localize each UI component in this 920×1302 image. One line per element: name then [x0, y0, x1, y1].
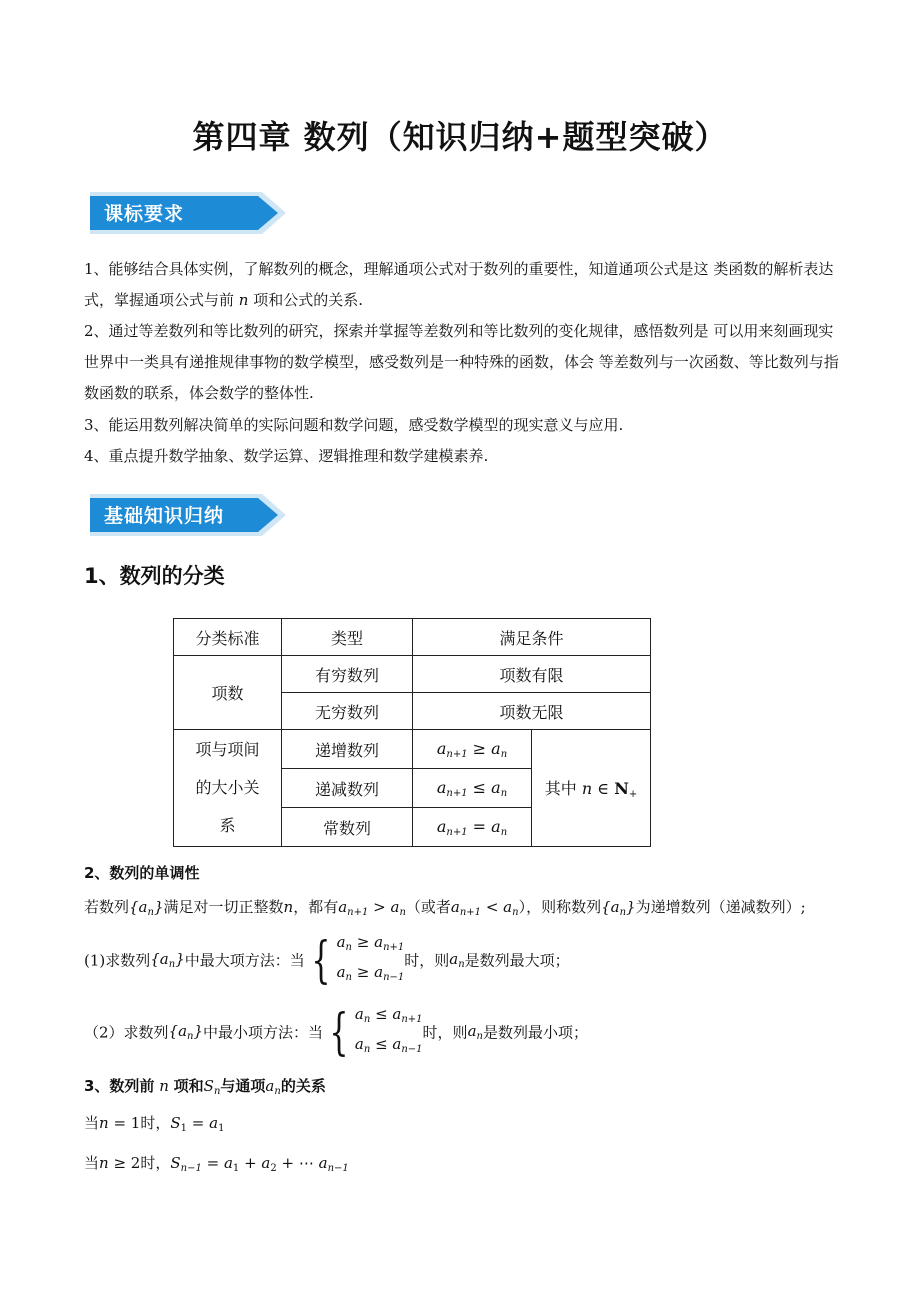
table-header: 类型: [282, 619, 413, 656]
table-row: [174, 730, 651, 769]
max-term-method: (1)求数列$\{a_n\}$中最大项方法：当 { $a_n \ge a_{n+1}$ $a_n \ge a_{n-1}$ 时，则$a_n$是数列最大项；: [84, 931, 570, 989]
table-header-row: [174, 619, 651, 656]
requirement-1: 1、能够结合具体实例，了解数列的概念，理解通项公式对于数列的重要性，知道通项公式是这 类函数的解析表达式，掌握通项公式与前 n 项和公式的关系.: [84, 260, 834, 309]
min-term-method: （2）求数列$\{a_n\}$中最小项方法：当 { $a_n \le a_{n+1}$ $a_n \le a_{n-1}$ 时，则$a_n$是数列最小项；: [84, 1003, 588, 1061]
table-cell-group: 项与项间 的大小关 系: [174, 730, 282, 847]
requirement-3: 3、能运用数列解决简单的实际问题和数学问题，感受数学模型的现实意义与应用.: [84, 416, 624, 434]
table-header: 满足条件: [413, 619, 651, 656]
section-banner-basics: [90, 492, 290, 538]
section-heading-monotonicity: 2、数列的单调性: [84, 864, 200, 882]
table-cell: 项数无限: [413, 693, 651, 730]
relation-case-1: 当n = 1时，$S_1 = a_1$: [84, 1114, 225, 1134]
monotonicity-definition: 若数列$\{a_n\}$满足对一切正整数n，都有$a_{n+1} > a_n$（或者$a_{n+1} < a_n$），则称数列$\{a_n\}$为递增数列（递减数列）;: [84, 898, 806, 918]
banner-label: 课标要求: [104, 203, 185, 225]
section-banner-curriculum: [90, 190, 290, 236]
formula-increasing: $a_{n+1} \ge a_n$: [413, 730, 532, 769]
table-row: [174, 656, 651, 693]
formula-decreasing: $a_{n+1} \le a_n$: [413, 769, 532, 808]
section-heading-sum-relation: 3、数列前 n 项和$S_n$与通项$a_n$的关系: [84, 1077, 326, 1097]
table-cell: 递增数列: [282, 730, 413, 769]
section-heading-classification: 1、数列的分类: [84, 564, 225, 588]
left-brace: {: [329, 1003, 349, 1061]
table-cell: 常数列: [282, 808, 413, 847]
banner-label: 基础知识归纳: [104, 505, 225, 527]
table-cell: 项数有限: [413, 656, 651, 693]
table-cell-group: 项数: [174, 656, 282, 730]
relation-case-2: 当n ≥ 2时，$S_{n-1} = a_1 + a_2$ + ⋯ $a_{n-1}$: [84, 1154, 349, 1174]
formula-constant: $a_{n+1} = a_n$: [413, 808, 532, 847]
requirement-2: 2、通过等差数列和等比数列的研究，探索并掌握等差数列和等比数列的变化规律，感悟数列是 可以用来刻画现实世界中一类具有递推规律事物的数学模型，感受数列是一种特殊的函数，体会 等差数列与一次函数、等比数列与指数函数的联系，体会数学的整体性.: [84, 322, 839, 402]
page-title: 第四章 数列（知识归纳+题型突破）: [192, 118, 728, 156]
left-brace: {: [311, 931, 331, 989]
classification-table: [173, 618, 651, 847]
table-cell-note: 其中 n ∈ $N_+$: [532, 730, 651, 847]
table-cell: 递减数列: [282, 769, 413, 808]
table-cell: 无穷数列: [282, 693, 413, 730]
table-cell: 有穷数列: [282, 656, 413, 693]
table-header: 分类标准: [174, 619, 282, 656]
min-conditions: $a_n \le a_{n+1}$ $a_n \le a_{n-1}$: [354, 1005, 423, 1055]
requirement-4: 4、重点提升数学抽象、数学运算、逻辑推理和数学建模素养.: [84, 447, 489, 465]
max-conditions: $a_n \ge a_{n+1}$ $a_n \ge a_{n-1}$: [336, 933, 405, 983]
